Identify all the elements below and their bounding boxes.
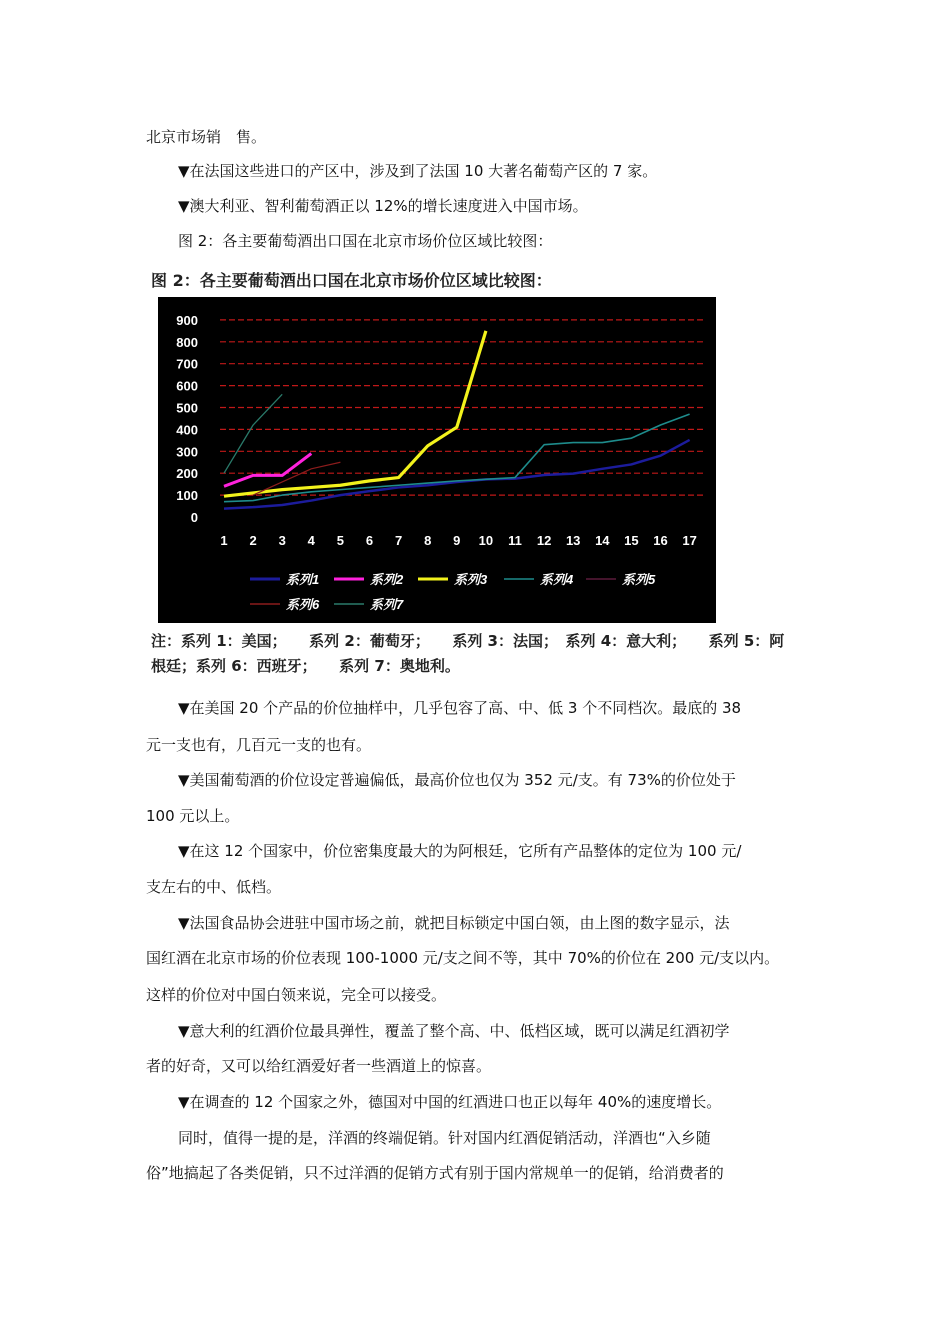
paragraph-line: ▼意大利的红酒价位最具弹性，覆盖了整个高、中、低档区域，既可以满足红酒初学 bbox=[178, 1022, 730, 1040]
x-tick-label: 12 bbox=[536, 533, 552, 548]
legend-label: 系列3 bbox=[454, 572, 488, 587]
x-tick-label: 9 bbox=[453, 533, 461, 548]
y-tick-label: 700 bbox=[176, 356, 198, 372]
paragraph-line: 图 2：各主要葡萄酒出口国在北京市场价位区域比较图： bbox=[178, 232, 553, 250]
y-tick-label: 200 bbox=[176, 466, 198, 482]
legend-label: 系列5 bbox=[622, 572, 656, 587]
chart-svg bbox=[158, 297, 716, 623]
x-tick-label: 1 bbox=[220, 533, 228, 548]
x-tick-label: 2 bbox=[249, 533, 257, 548]
x-tick-label: 11 bbox=[508, 533, 522, 548]
legend-label: 系列1 bbox=[286, 572, 320, 587]
x-tick-label: 5 bbox=[336, 533, 345, 548]
paragraph-line: 同时，值得一提的是，洋酒的终端促销。针对国内红酒促销活动，洋酒也“入乡随 bbox=[178, 1129, 711, 1147]
x-tick-label: 8 bbox=[424, 533, 432, 548]
series-line bbox=[224, 453, 311, 486]
x-tick-label: 15 bbox=[624, 533, 639, 548]
figure-note: 注：系列 1：美国； 系列 2：葡萄牙； 系列 3：法国； 系列 4：意大利； 系列 5：阿 bbox=[151, 632, 785, 650]
y-tick-label: 300 bbox=[176, 444, 198, 460]
paragraph-line: ▼法国食品协会进驻中国市场之前，就把目标锁定中国白领，由上图的数字显示，法 bbox=[178, 914, 730, 932]
y-tick-label: 0 bbox=[190, 510, 198, 525]
paragraph-line: 国红酒在北京市场的价位表现 100-1000 元/支之间不等，其中 70%的价位在 200 元/支以内。 bbox=[146, 949, 780, 967]
x-tick-label: 7 bbox=[394, 533, 403, 548]
paragraph-line: ▼澳大利亚、智利葡萄酒正以 12%的增长速度进入中国市场。 bbox=[178, 197, 588, 215]
paragraph-line: ▼在这 12 个国家中，价位密集度最大的为阿根廷，它所有产品整体的定位为 100 元/ bbox=[178, 842, 742, 860]
paragraph-line: 100 元以上。 bbox=[146, 807, 240, 825]
x-tick-label: 6 bbox=[365, 533, 374, 548]
figure-title: 图 2：各主要葡萄酒出口国在北京市场价位区域比较图： bbox=[151, 271, 552, 290]
y-tick-label: 800 bbox=[176, 334, 198, 350]
paragraph-line: 北京市场销 售。 bbox=[146, 128, 267, 146]
paragraph-line: ▼在调查的 12 个国家之外，德国对中国的红酒进口也正以每年 40%的速度增长。 bbox=[178, 1093, 722, 1111]
legend-label: 系列4 bbox=[540, 572, 574, 587]
paragraph-line: ▼在美国 20 个产品的价位抽样中，几乎包容了高、中、低 3 个不同档次。最底的 38 bbox=[178, 699, 742, 717]
y-tick-label: 600 bbox=[176, 378, 198, 394]
x-tick-label: 13 bbox=[565, 533, 581, 548]
legend-label: 系列6 bbox=[286, 597, 320, 612]
legend-label: 系列2 bbox=[370, 572, 404, 587]
paragraph-line: 支左右的中、低档。 bbox=[146, 878, 282, 896]
paragraph-line: ▼美国葡萄酒的价位设定普遍偏低，最高价位也仅为 352 元/支。有 73%的价位处于 bbox=[178, 771, 736, 789]
figure-note: 根廷；系列 6：西班牙； 系列 7：奥地利。 bbox=[151, 657, 460, 675]
paragraph-line: 这样的价位对中国白领来说，完全可以接受。 bbox=[146, 986, 447, 1004]
y-tick-label: 400 bbox=[176, 422, 198, 438]
x-tick-label: 4 bbox=[307, 533, 315, 548]
legend-label: 系列7 bbox=[370, 597, 404, 612]
y-tick-label: 500 bbox=[176, 400, 198, 416]
x-tick-label: 16 bbox=[653, 533, 668, 548]
x-tick-label: 17 bbox=[682, 533, 697, 548]
paragraph-line: 元一支也有，几百元一支的也有。 bbox=[146, 736, 372, 754]
x-tick-label: 3 bbox=[278, 533, 286, 548]
paragraph-line: 俗”地搞起了各类促销，只不过洋酒的促销方式有别于国内常规单一的促销，给消费者的 bbox=[146, 1164, 724, 1182]
chart bbox=[158, 297, 716, 623]
series-line bbox=[224, 440, 690, 509]
x-tick-label: 14 bbox=[595, 533, 610, 548]
y-tick-label: 900 bbox=[176, 312, 198, 328]
y-tick-label: 100 bbox=[176, 488, 198, 504]
x-tick-label: 10 bbox=[478, 533, 494, 548]
series-line bbox=[224, 394, 282, 473]
paragraph-line: ▼在法国这些进口的产区中，涉及到了法国 10 大著名葡萄产区的 7 家。 bbox=[178, 162, 658, 180]
paragraph-line: 者的好奇，又可以给红酒爱好者一些酒道上的惊喜。 bbox=[146, 1057, 492, 1075]
